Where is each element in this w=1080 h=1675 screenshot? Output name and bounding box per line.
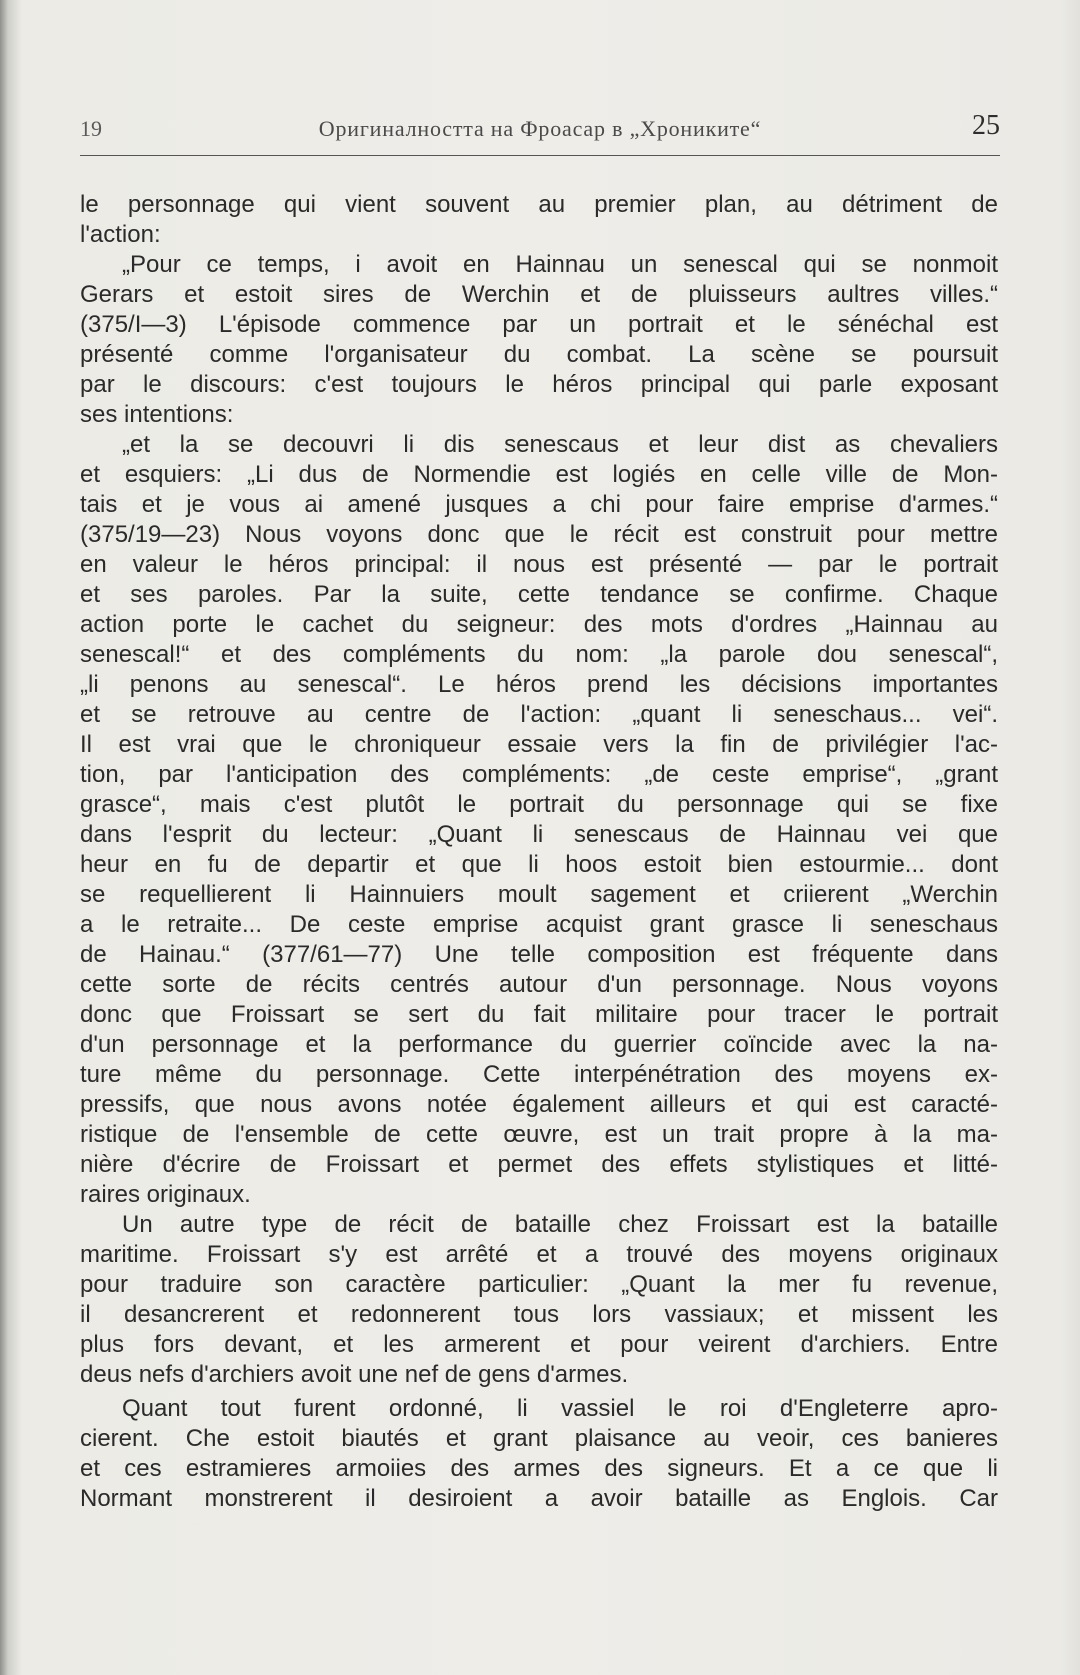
- text-line: grasce“, mais c'est plutôt le portrait du personnage qui se fixe: [80, 791, 998, 818]
- text-line: et esquiers: „Li dus de Normendie est logiés en celle ville de Mon-: [80, 461, 998, 488]
- text-line: Un autre type de récit de bataille chez Froissart est la bataille: [122, 1211, 998, 1238]
- text-line: deus nefs d'archiers avoit une nef de gens d'armes.: [80, 1361, 629, 1388]
- text-line: d'un personnage et la performance du guerrier coïncide avec la na-: [80, 1031, 998, 1058]
- text-line: le personnage qui vient souvent au premier plan, au détriment de: [80, 191, 998, 218]
- text-line: se requellierent li Hainnuiers moult sagement et criierent „Werchin: [80, 881, 998, 908]
- text-line: (375/I—3) L'épisode commence par un portrait et le sénéchal est: [80, 311, 998, 338]
- text-line: par le discours: c'est toujours le héros principal qui parle exposant: [80, 371, 998, 398]
- page-header: [80, 110, 1000, 150]
- text-line: tion, par l'anticipation des compléments: „de ceste emprise“, „grant: [80, 761, 998, 788]
- text-line: Gerars et estoit sires de Werchin et de pluisseurs aultres villes.“: [80, 281, 998, 308]
- text-line: donc que Froissart se sert du fait militaire pour tracer le portrait: [80, 1001, 998, 1028]
- text-line: ses intentions:: [80, 401, 234, 428]
- text-line: „Pour ce temps, i avoit en Hainnau un senescal qui se nonmoit: [122, 251, 998, 278]
- text-line: maritime. Froissart s'y est arrêté et a trouvé des moyens originaux: [80, 1241, 998, 1268]
- running-title: Оригиналността на Фроасар в „Хрониките“: [318, 116, 762, 141]
- text-line: „et la se decouvri li dis senescaus et leur dist as chevaliers: [122, 431, 998, 458]
- text-line: dans l'esprit du lecteur: „Quant li senescaus de Hainnau vei que: [80, 821, 998, 848]
- header-rule: [80, 155, 1000, 156]
- text-line: pour traduire son caractère particulier: „Quant la mer fu revenue,: [80, 1271, 998, 1298]
- text-line: nière d'écrire de Froissart et permet des effets stylistiques et litté-: [80, 1151, 998, 1178]
- text-line: senescal!“ et des compléments du nom: „la parole dou senescal“,: [80, 641, 998, 668]
- text-line: a le retraite... De ceste emprise acquist grant grasce li seneschaus: [80, 911, 998, 938]
- text-line: il desancrerent et redonnerent tous lors vassiaux; et missent les: [80, 1301, 998, 1328]
- text-line: „li penons au senescal“. Le héros prend les décisions importantes: [80, 671, 998, 698]
- text-line: ture même du personnage. Cette interpénétration des moyens ex-: [80, 1061, 998, 1088]
- text-line: et ces estramieres armoiies des armes des signeurs. Et a ce que li: [80, 1455, 998, 1482]
- text-line: Il est vrai que le chroniqueur essaie vers la fin de privilégier l'ac-: [80, 731, 998, 758]
- text-line: Quant tout furent ordonné, li vassiel le roi d'Engleterre apro-: [122, 1395, 998, 1422]
- text-line: ristique de l'ensemble de cette œuvre, est un trait propre à la ma-: [80, 1121, 998, 1148]
- text-line: plus fors devant, et les armerent et pour veirent d'archiers. Entre: [80, 1331, 998, 1358]
- text-line: et ses paroles. Par la suite, cette tendance se confirme. Chaque: [80, 581, 998, 608]
- text-line: (375/19—23) Nous voyons donc que le récit est construit pour mettre: [80, 521, 998, 548]
- text-line: pressifs, que nous avons notée également ailleurs et qui est caracté-: [80, 1091, 998, 1118]
- text-line: raires originaux.: [80, 1181, 251, 1208]
- text-line: et se retrouve au centre de l'action: „quant li seneschaus... vei“.: [80, 701, 998, 728]
- text-line: de Hainau.“ (377/61—77) Une telle composition est fréquente dans: [80, 941, 998, 968]
- text-line: action porte le cachet du seigneur: des mots d'ordres „Hainnau au: [80, 611, 998, 638]
- text-line: en valeur le héros principal: il nous est présenté — par le portrait: [80, 551, 998, 578]
- body-text: [80, 190, 998, 1514]
- text-line: heur en fu de departir et que li hoos estoit bien estourmie... dont: [80, 851, 998, 878]
- text-line: présenté comme l'organisateur du combat. La scène se poursuit: [80, 341, 998, 368]
- text-line: cierent. Che estoit biautés et grant plaisance au veoir, ces banieres: [80, 1425, 998, 1452]
- text-line: Normant monstrerent il desiroient a avoir bataille as Englois. Car: [80, 1485, 998, 1512]
- folio-number: 19: [80, 116, 102, 141]
- page-number: 25: [972, 110, 1000, 141]
- text-line: cette sorte de récits centrés autour d'un personnage. Nous voyons: [80, 971, 998, 998]
- text-line: l'action:: [80, 221, 161, 248]
- text-line: tais et je vous ai amené jusques a chi pour faire emprise d'armes.“: [80, 491, 998, 518]
